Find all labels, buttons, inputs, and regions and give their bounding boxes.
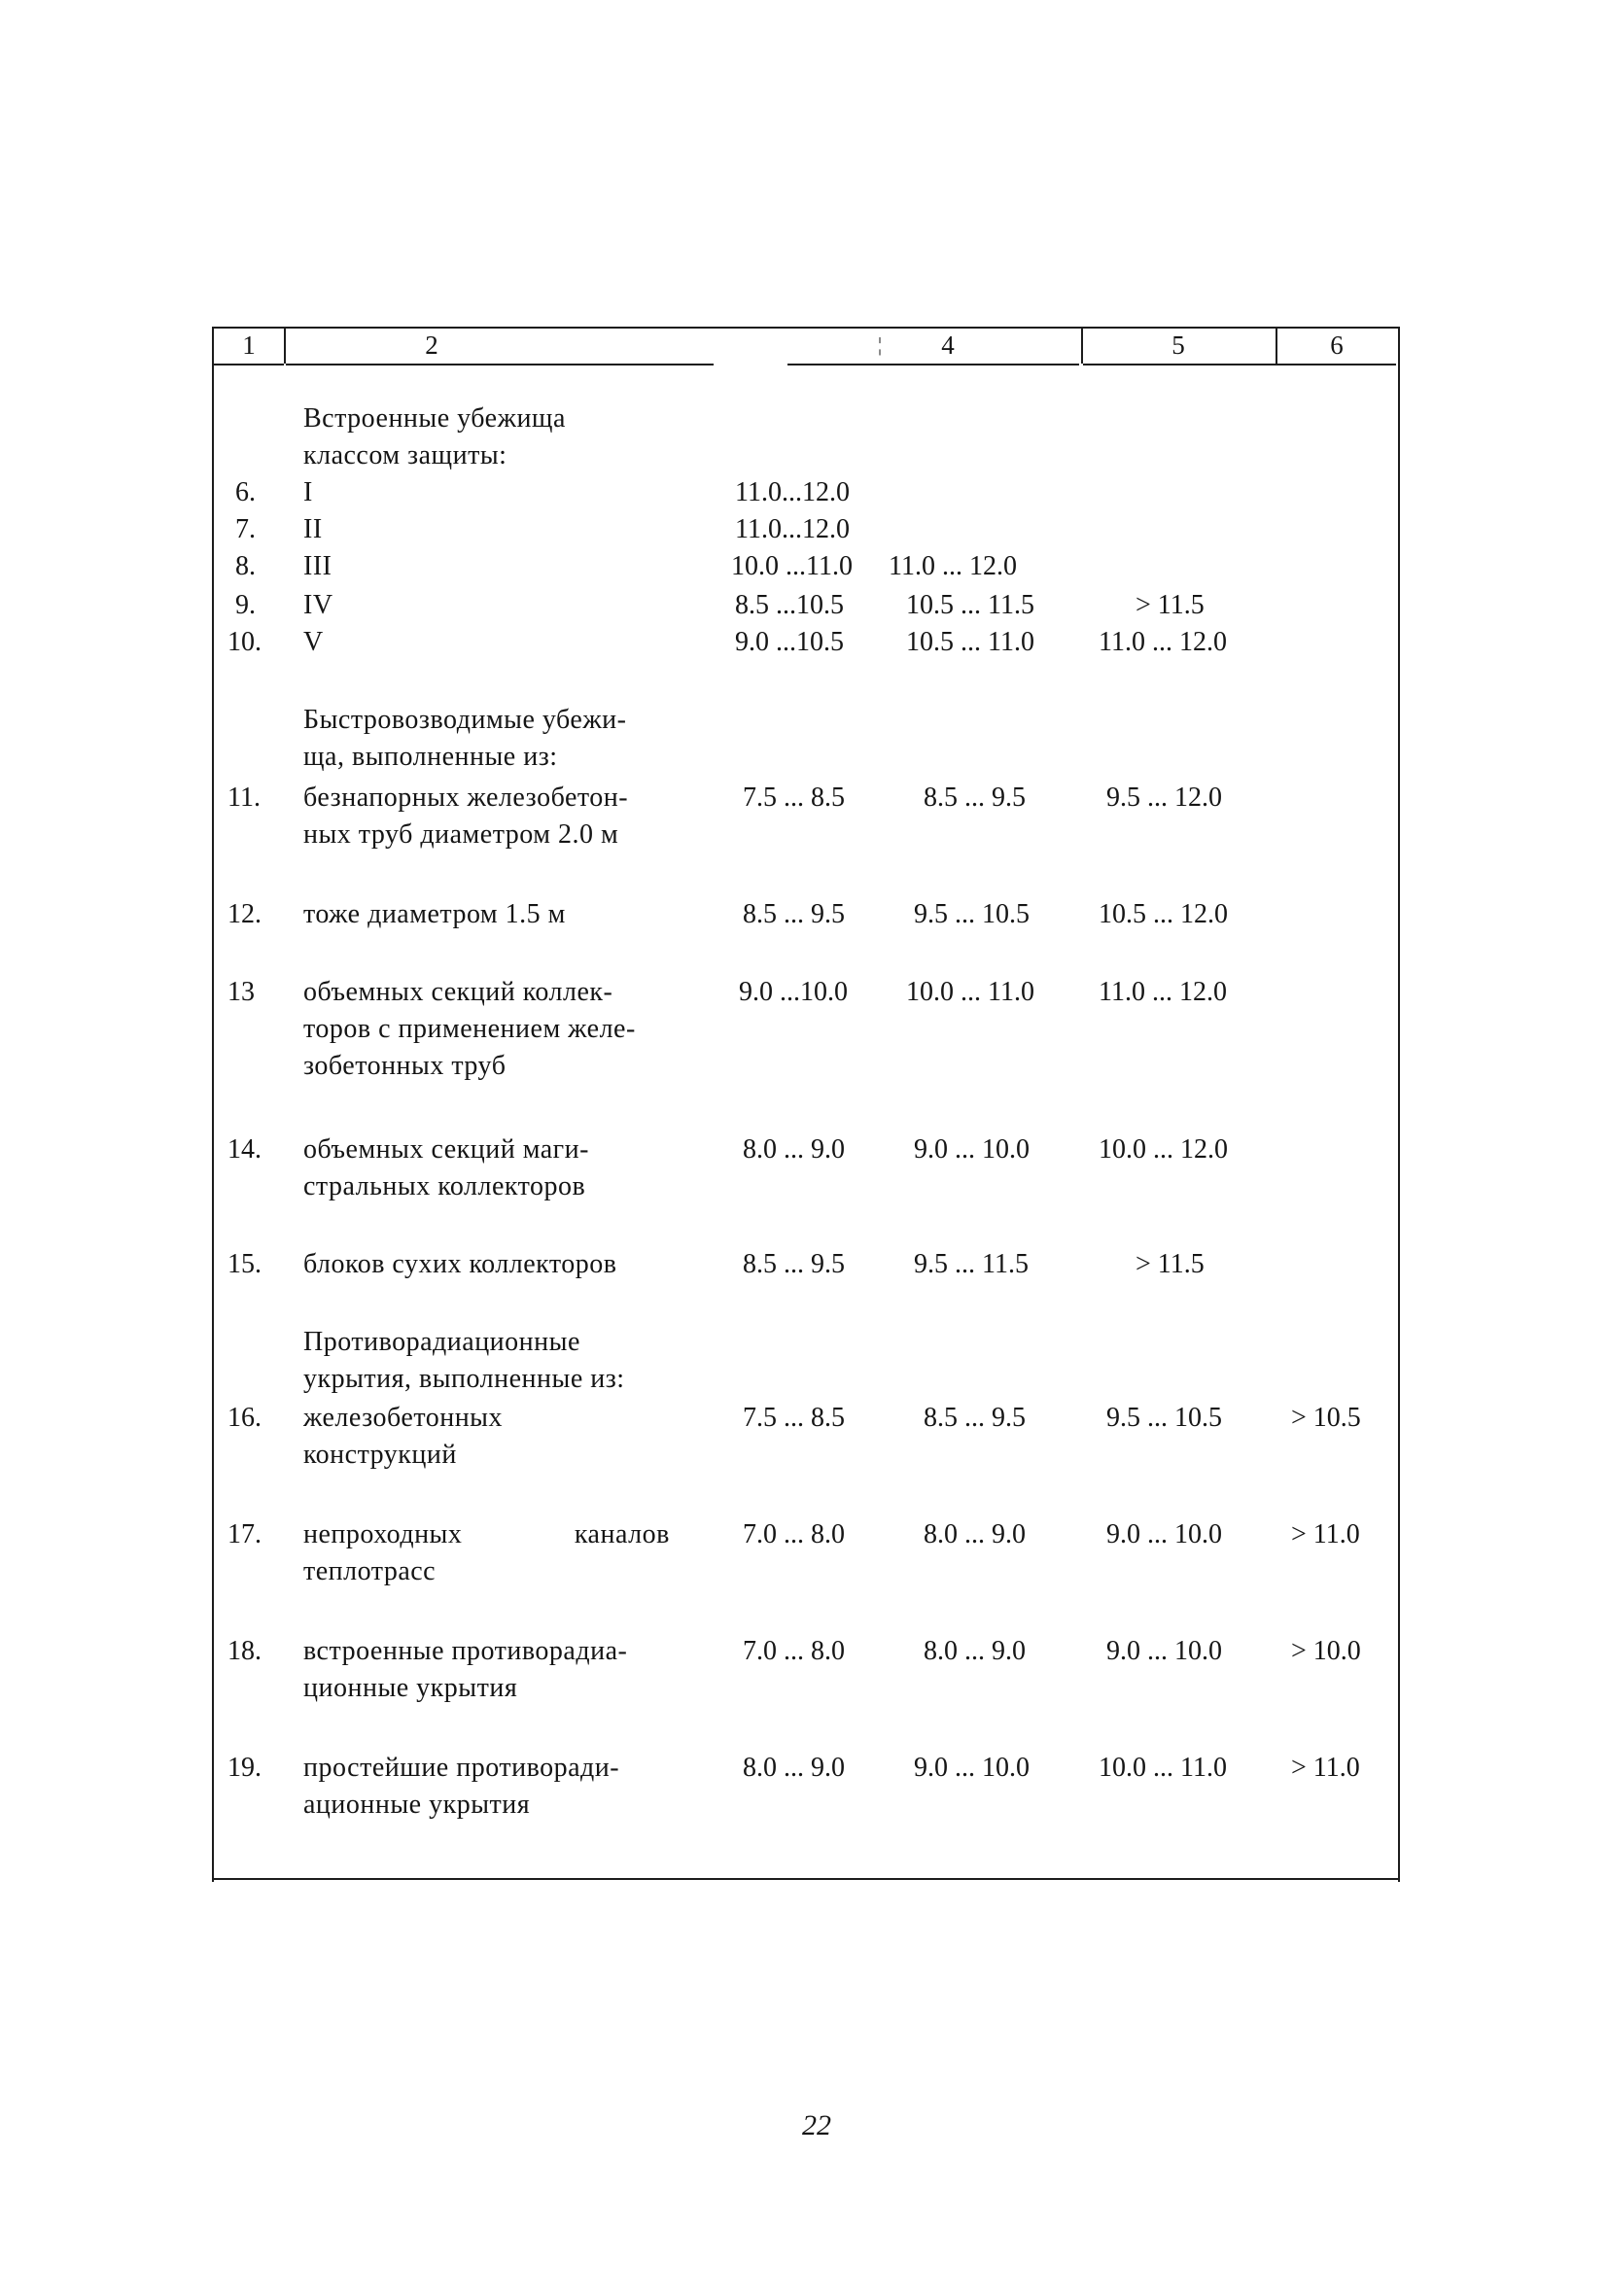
row-14-label-line1: объемных секций маги- bbox=[303, 1134, 589, 1165]
row-15-number: 15. bbox=[227, 1249, 262, 1279]
row-8-label: III bbox=[303, 551, 332, 581]
row-18-number: 18. bbox=[227, 1636, 262, 1666]
row-17-col3: 7.0 ... 8.0 bbox=[743, 1519, 845, 1549]
row-19-col5: 10.0 ... 11.0 bbox=[1099, 1753, 1227, 1783]
section-subtitle-fast: ща, выполненные из: bbox=[303, 742, 558, 772]
row-18-label-line1: встроенные противорадиа- bbox=[303, 1636, 628, 1666]
row-19-col6: > 11.0 bbox=[1291, 1753, 1360, 1783]
row-17-label-line2: теплотрасс bbox=[303, 1556, 437, 1586]
row-13-label-line3: зобетонных труб bbox=[303, 1051, 507, 1081]
row-19-label-line1: простейшие противоради- bbox=[303, 1753, 620, 1783]
row-13-label-line2: торов с применением желе- bbox=[303, 1014, 636, 1044]
row-18-label-line2: ционные укрытия bbox=[303, 1673, 518, 1703]
row-16-col3: 7.5 ... 8.5 bbox=[743, 1403, 845, 1433]
table-header bbox=[214, 329, 1398, 365]
row-11-col3: 7.5 ... 8.5 bbox=[743, 783, 845, 813]
section-subtitle-anti: укрытия, выполненные из: bbox=[303, 1364, 625, 1394]
row-9-col3: 8.5 ...10.5 bbox=[735, 590, 844, 620]
row-11-col5: 9.5 ... 12.0 bbox=[1106, 783, 1222, 813]
header-col-4: 4 bbox=[941, 330, 955, 360]
row-6-label: I bbox=[303, 477, 313, 507]
row-15-col4: 9.5 ... 11.5 bbox=[914, 1249, 1029, 1279]
row-7-col3: 11.0...12.0 bbox=[735, 514, 850, 544]
row-17-col5: 9.0 ... 10.0 bbox=[1106, 1519, 1222, 1549]
row-9-col5: > 11.5 bbox=[1136, 590, 1205, 620]
row-12-col4: 9.5 ... 10.5 bbox=[914, 899, 1030, 929]
row-11-label-line1: безнапорных железобетон- bbox=[303, 783, 629, 813]
row-7-label: II bbox=[303, 514, 323, 544]
row-14-col5: 10.0 ... 12.0 bbox=[1099, 1134, 1228, 1165]
row-16-col4: 8.5 ... 9.5 bbox=[924, 1403, 1026, 1433]
row-16-col6: > 10.5 bbox=[1291, 1403, 1361, 1433]
header-col-2: 2 bbox=[425, 330, 438, 360]
section-title-builtin: Встроенные убежища bbox=[303, 403, 566, 434]
row-14-label-line2: стральных коллекторов bbox=[303, 1171, 586, 1201]
row-11-col4: 8.5 ... 9.5 bbox=[924, 783, 1026, 813]
data-table bbox=[212, 327, 1400, 1882]
row-13-number: 13 bbox=[227, 977, 255, 1007]
row-17-col6: > 11.0 bbox=[1291, 1519, 1360, 1549]
header-col-6: 6 bbox=[1330, 330, 1344, 360]
row-13-label-line1: объемных секций коллек- bbox=[303, 977, 613, 1007]
row-13-col5: 11.0 ... 12.0 bbox=[1099, 977, 1227, 1007]
header-col-5: 5 bbox=[1171, 330, 1185, 360]
row-15-label: блоков сухих коллекторов bbox=[303, 1249, 617, 1279]
section-title-fast: Быстровозводимые убежи- bbox=[303, 705, 627, 735]
row-12-number: 12. bbox=[227, 899, 262, 929]
row-10-col4: 10.5 ... 11.0 bbox=[906, 627, 1034, 657]
row-14-col4: 9.0 ... 10.0 bbox=[914, 1134, 1030, 1165]
row-17-number: 17. bbox=[227, 1519, 262, 1549]
row-10-col5: 11.0 ... 12.0 bbox=[1099, 627, 1227, 657]
row-10-col3: 9.0 ...10.5 bbox=[735, 627, 844, 657]
row-9-number: 9. bbox=[235, 590, 256, 620]
row-6-number: 6. bbox=[235, 477, 256, 507]
row-12-label: тоже диаметром 1.5 м bbox=[303, 899, 566, 929]
row-10-label: V bbox=[303, 627, 324, 657]
section-title-anti: Противорадиационные bbox=[303, 1327, 580, 1357]
row-12-col5: 10.5 ... 12.0 bbox=[1099, 899, 1228, 929]
row-19-number: 19. bbox=[227, 1753, 262, 1783]
section-subtitle-builtin: классом защиты: bbox=[303, 440, 507, 470]
row-10-number: 10. bbox=[227, 627, 262, 657]
row-14-col3: 8.0 ... 9.0 bbox=[743, 1134, 845, 1165]
row-18-col5: 9.0 ... 10.0 bbox=[1106, 1636, 1222, 1666]
row-9-col4: 10.5 ... 11.5 bbox=[906, 590, 1034, 620]
row-16-number: 16. bbox=[227, 1403, 262, 1433]
row-13-col3: 9.0 ...10.0 bbox=[739, 977, 848, 1007]
header-col-3: ¦ bbox=[877, 334, 882, 356]
row-16-label-line2: конструкций bbox=[303, 1440, 457, 1470]
row-8-col3: 10.0 ...11.0 bbox=[731, 551, 853, 581]
row-14-number: 14. bbox=[227, 1134, 262, 1165]
row-9-label: IV bbox=[303, 590, 333, 620]
row-6-col3: 11.0...12.0 bbox=[735, 477, 850, 507]
row-8-col4: 11.0 ... 12.0 bbox=[889, 551, 1017, 581]
row-13-col4: 10.0 ... 11.0 bbox=[906, 977, 1034, 1007]
row-11-number: 11. bbox=[227, 783, 261, 813]
row-17-col4: 8.0 ... 9.0 bbox=[924, 1519, 1026, 1549]
row-8-number: 8. bbox=[235, 551, 256, 581]
row-19-col3: 8.0 ... 9.0 bbox=[743, 1753, 845, 1783]
row-16-label-line1: железобетонных bbox=[303, 1403, 503, 1433]
row-15-col3: 8.5 ... 9.5 bbox=[743, 1249, 845, 1279]
page-number: 22 bbox=[802, 2109, 831, 2141]
row-18-col6: > 10.0 bbox=[1291, 1636, 1361, 1666]
row-11-label-line2: ных труб диаметром 2.0 м bbox=[303, 819, 619, 850]
row-19-label-line2: ационные укрытия bbox=[303, 1790, 531, 1820]
table-bottom-border bbox=[212, 1878, 1400, 1880]
row-19-col4: 9.0 ... 10.0 bbox=[914, 1753, 1030, 1783]
row-12-col3: 8.5 ... 9.5 bbox=[743, 899, 845, 929]
row-18-col3: 7.0 ... 8.0 bbox=[743, 1636, 845, 1666]
row-17-label-line1: непроходных каналов bbox=[303, 1519, 670, 1549]
header-col-1: 1 bbox=[242, 330, 256, 360]
row-18-col4: 8.0 ... 9.0 bbox=[924, 1636, 1026, 1666]
row-16-col5: 9.5 ... 10.5 bbox=[1106, 1403, 1222, 1433]
row-7-number: 7. bbox=[235, 514, 256, 544]
row-15-col5: > 11.5 bbox=[1136, 1249, 1205, 1279]
